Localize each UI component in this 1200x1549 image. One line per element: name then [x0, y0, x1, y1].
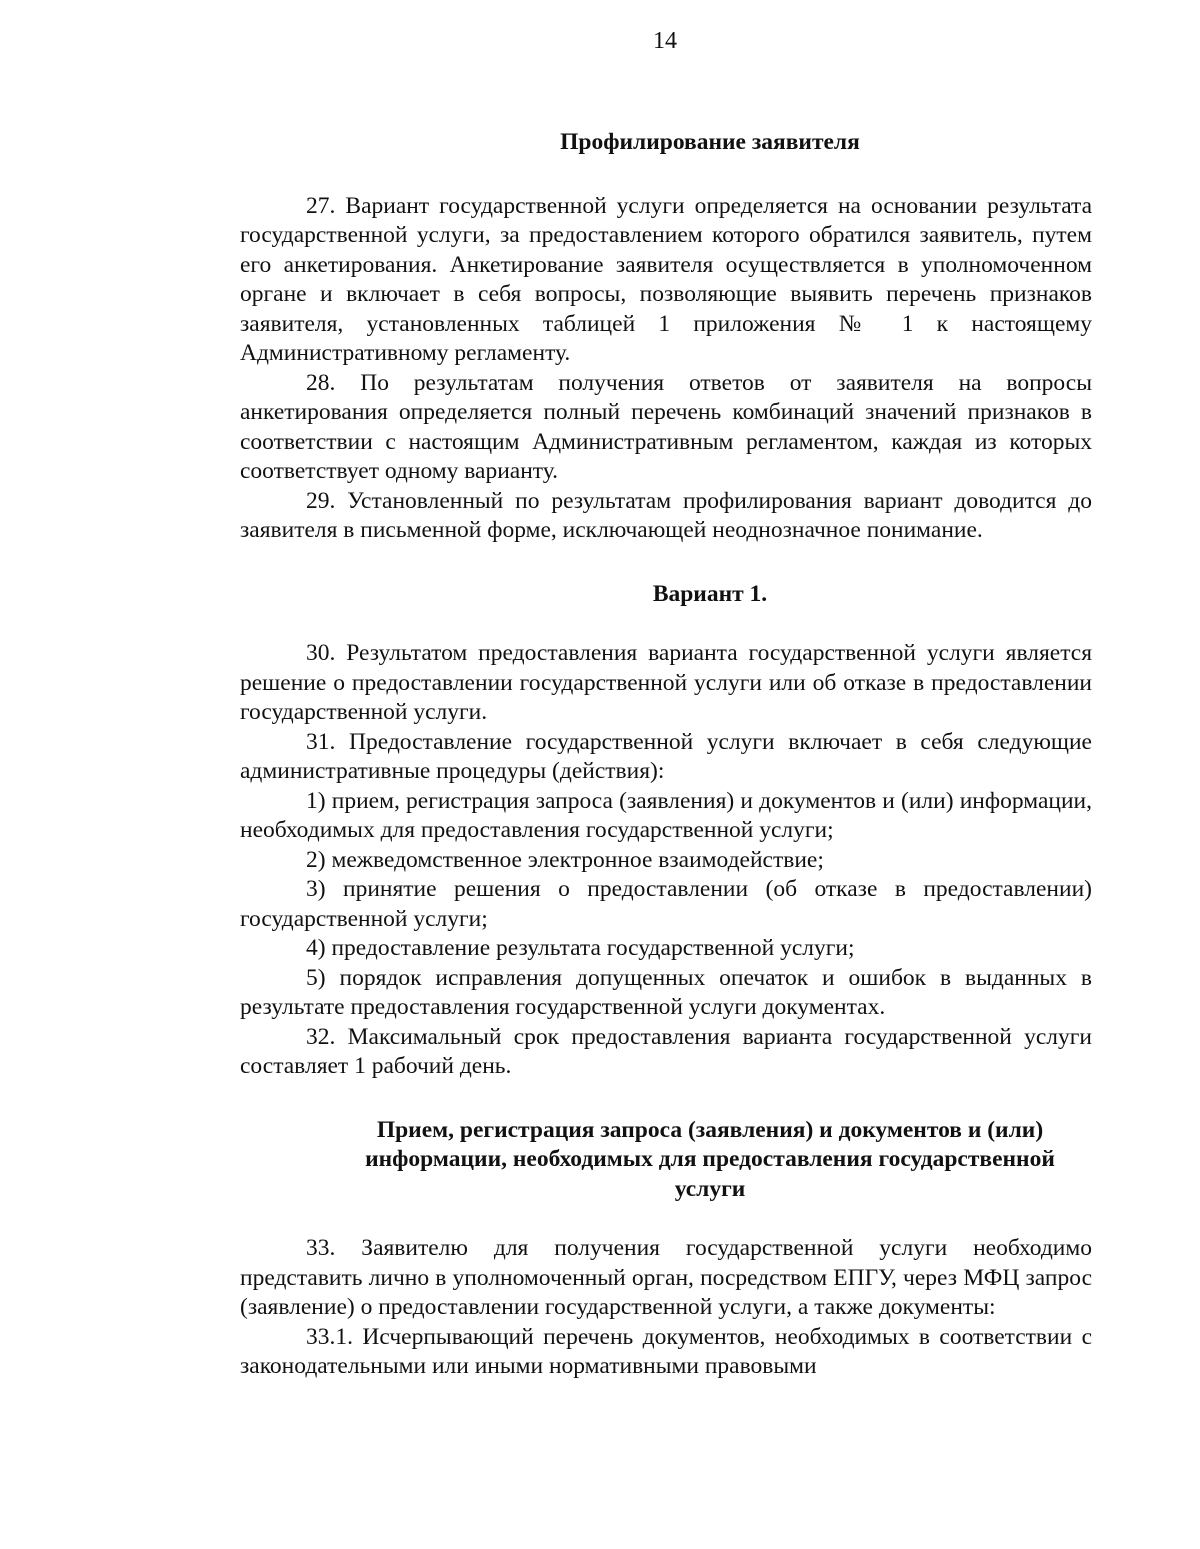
- section-title-profiling: Профилирование заявителя: [560, 129, 860, 155]
- paragraph-33: 33. Заявителю для получения государственной услуги необходимо представить лично в уполномоченный орган, посредством ЕПГУ, через МФЦ запрос (заявление) о предоставлении государственной услуги, а также документы:: [240, 1235, 1092, 1320]
- page-number: 14: [653, 28, 677, 54]
- paragraph-30: 30. Результатом предоставления варианта государственной услуги является решение о предоставлении государственной услуги или об отказе в предоставлении государственной услуги.: [240, 640, 1092, 725]
- list-item-5: 5) порядок исправления допущенных опечаток и ошибок в выданных в результате предоставления государственной услуги документах.: [240, 964, 1092, 1020]
- paragraph-32: 32. Максимальный срок предоставления варианта государственной услуги составляет 1 рабочий день.: [240, 1023, 1092, 1079]
- paragraph-33-1: 33.1. Исчерпывающий перечень документов, необходимых в соответствии с законодательными или иными нормативными правовыми: [240, 1323, 1092, 1379]
- section-title-reception: [240, 1116, 1092, 1205]
- document-body: [240, 128, 1092, 1382]
- section-title-variant: Вариант 1.: [652, 580, 768, 607]
- list-item-1: 1) прием, регистрация запроса (заявления) и документов и (или) информации, необходимых для предоставления государственной услуги;: [240, 787, 1092, 843]
- list-item-3: 3) принятие решения о предоставлении (об отказе в предоставлении) государственной услуги;: [240, 876, 1092, 932]
- paragraph-28: 28. По результатам получения ответов от заявителя на вопросы анкетирования определяется полный перечень комбинаций значений признаков в соответствии с настоящим Административным регламентом, каждая из которых соответствует одному варианту.: [240, 369, 1092, 484]
- section-title-reception-line2: информации, необходимых для предоставления государственной услуги: [365, 1146, 1055, 1202]
- list-item-2: 2) межведомственное электронное взаимодействие;: [306, 846, 824, 873]
- section-title-reception-line1: Прием, регистрация запроса (заявления) и документов и (или): [376, 1116, 1044, 1143]
- paragraph-27: 27. Вариант государственной услуги определяется на основании результата государственной услуги, за предоставлением которого обратился заявитель, путем его анкетирования. Анкетирование заявителя осуществляется в уполномоченном органе и включает в себя вопросы, позволяющие выявить перечень признаков заявителя, установленных таблицей 1 приложения № 1 к настоящему Административному регламенту.: [240, 192, 1092, 366]
- paragraph-31: 31. Предоставление государственной услуги включает в себя следующие административные процедуры (действия):: [240, 728, 1092, 784]
- list-item-4: 4) предоставление результата государственной услуги;: [306, 935, 855, 961]
- paragraph-29: 29. Установленный по результатам профилирования вариант доводится до заявителя в письменной форме, исключающей неоднозначное понимание.: [240, 487, 1092, 543]
